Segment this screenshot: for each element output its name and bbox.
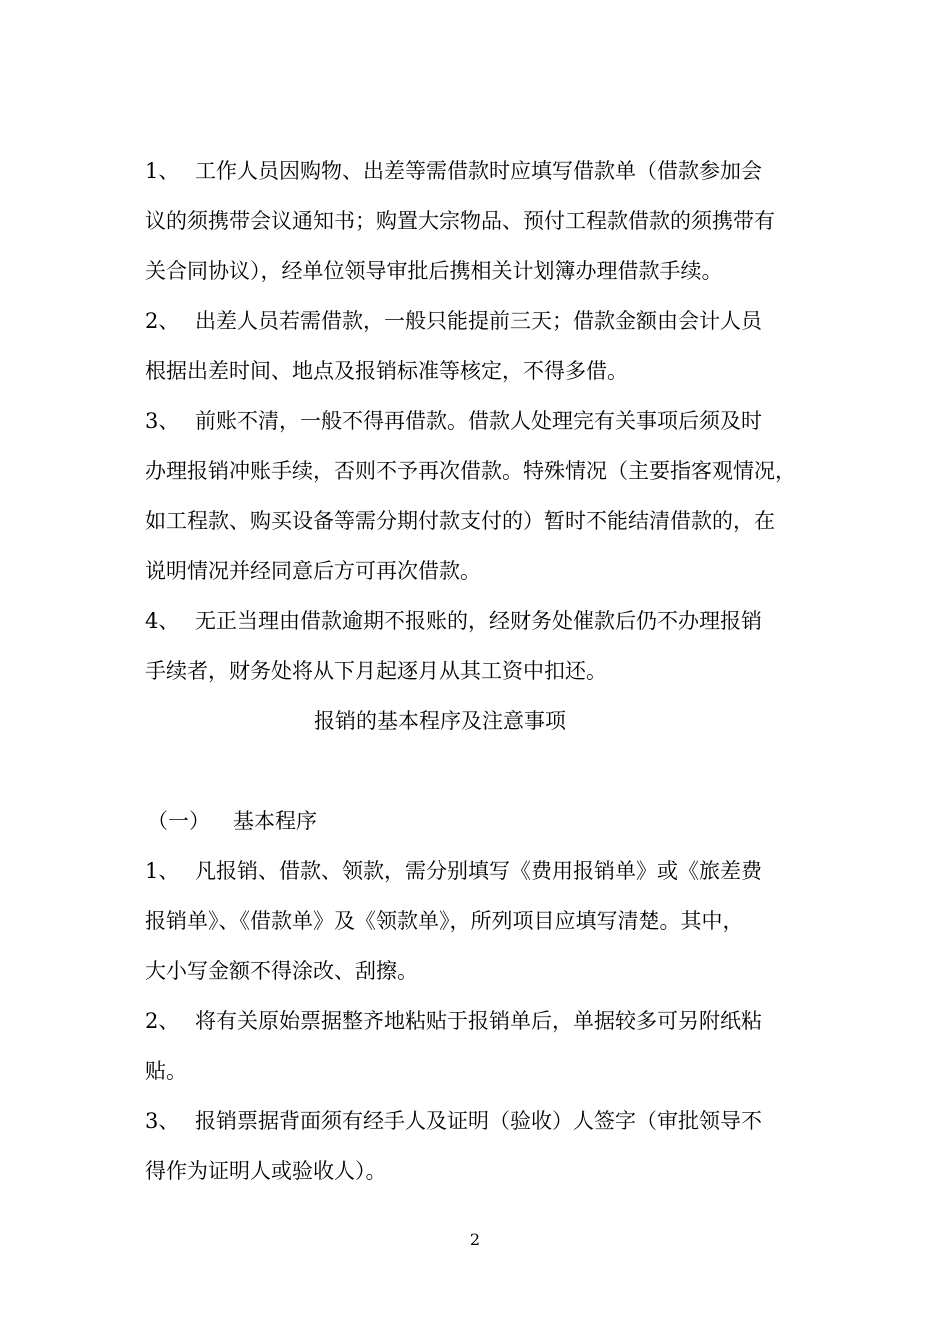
paragraph-line: 报销票据背面须有经手人及证明（验收）人签字（审批领导不 — [195, 1109, 762, 1133]
spacer — [145, 746, 825, 796]
paragraph-line: 手续者，财务处将从下月起逐月从其工资中扣还。 — [145, 659, 607, 683]
item-number: 2、 — [145, 309, 180, 333]
paragraph-line: 关合同协议），经单位领导审批后携相关计划簿办理借款手续。 — [145, 259, 723, 283]
subsection-title: 基本程序 — [233, 809, 317, 833]
list-item — [145, 996, 825, 1096]
paragraph-line: 得作为证明人或验收人）。 — [145, 1159, 387, 1183]
document-body — [145, 146, 825, 1196]
subsection-number: （一） — [147, 809, 210, 833]
paragraph-line: 报销单》、《借款单》及《领款单》，所列项目应填写清楚。其中， — [145, 909, 744, 933]
paragraph-line: 议的须携带会议通知书；购置大宗物品、预付工程款借款的须携带有 — [145, 209, 775, 233]
paragraph-line: 出差人员若需借款，一般只能提前三天；借款金额由会计人员 — [195, 309, 762, 333]
paragraph-line: 将有关原始票据整齐地粘贴于报销单后，单据较多可另附纸粘 — [195, 1009, 762, 1033]
item-number: 3、 — [145, 1109, 180, 1133]
paragraph-line: 大小写金额不得涂改、刮擦。 — [145, 959, 418, 983]
item-number: 1、 — [145, 859, 180, 883]
paragraph-line: 根据出差时间、地点及报销标准等核定，不得多借。 — [145, 359, 628, 383]
paragraph-line: 如工程款、购买设备等需分期付款支付的）暂时不能结清借款的，在 — [145, 509, 775, 533]
list-item — [145, 396, 825, 596]
list-item — [145, 596, 825, 696]
list-item — [145, 846, 825, 996]
item-number: 1、 — [145, 159, 180, 183]
list-item — [145, 296, 825, 396]
paragraph-line: 工作人员因购物、出差等需借款时应填写借款单（借款参加会 — [195, 159, 762, 183]
section-title: 报销的基本程序及注意事项 — [314, 709, 566, 733]
paragraph-line: 贴。 — [145, 1059, 187, 1083]
item-number: 4、 — [145, 609, 180, 633]
paragraph-line: 办理报销冲账手续，否则不予再次借款。特殊情况（主要指客观情况， — [145, 459, 796, 483]
paragraph-line: 前账不清，一般不得再借款。借款人处理完有关事项后须及时 — [195, 409, 762, 433]
paragraph-line: 凡报销、借款、领款，需分别填写《费用报销单》或《旅差费 — [195, 859, 762, 883]
item-number: 2、 — [145, 1009, 180, 1033]
list-item — [145, 146, 825, 296]
item-number: 3、 — [145, 409, 180, 433]
list-item — [145, 1096, 825, 1196]
page-number: 2 — [469, 1230, 481, 1249]
paragraph-line: 说明情况并经同意后方可再次借款。 — [145, 559, 481, 583]
subsection-heading — [145, 796, 825, 846]
paragraph-line: 无正当理由借款逾期不报账的，经财务处催款后仍不办理报销 — [195, 609, 762, 633]
